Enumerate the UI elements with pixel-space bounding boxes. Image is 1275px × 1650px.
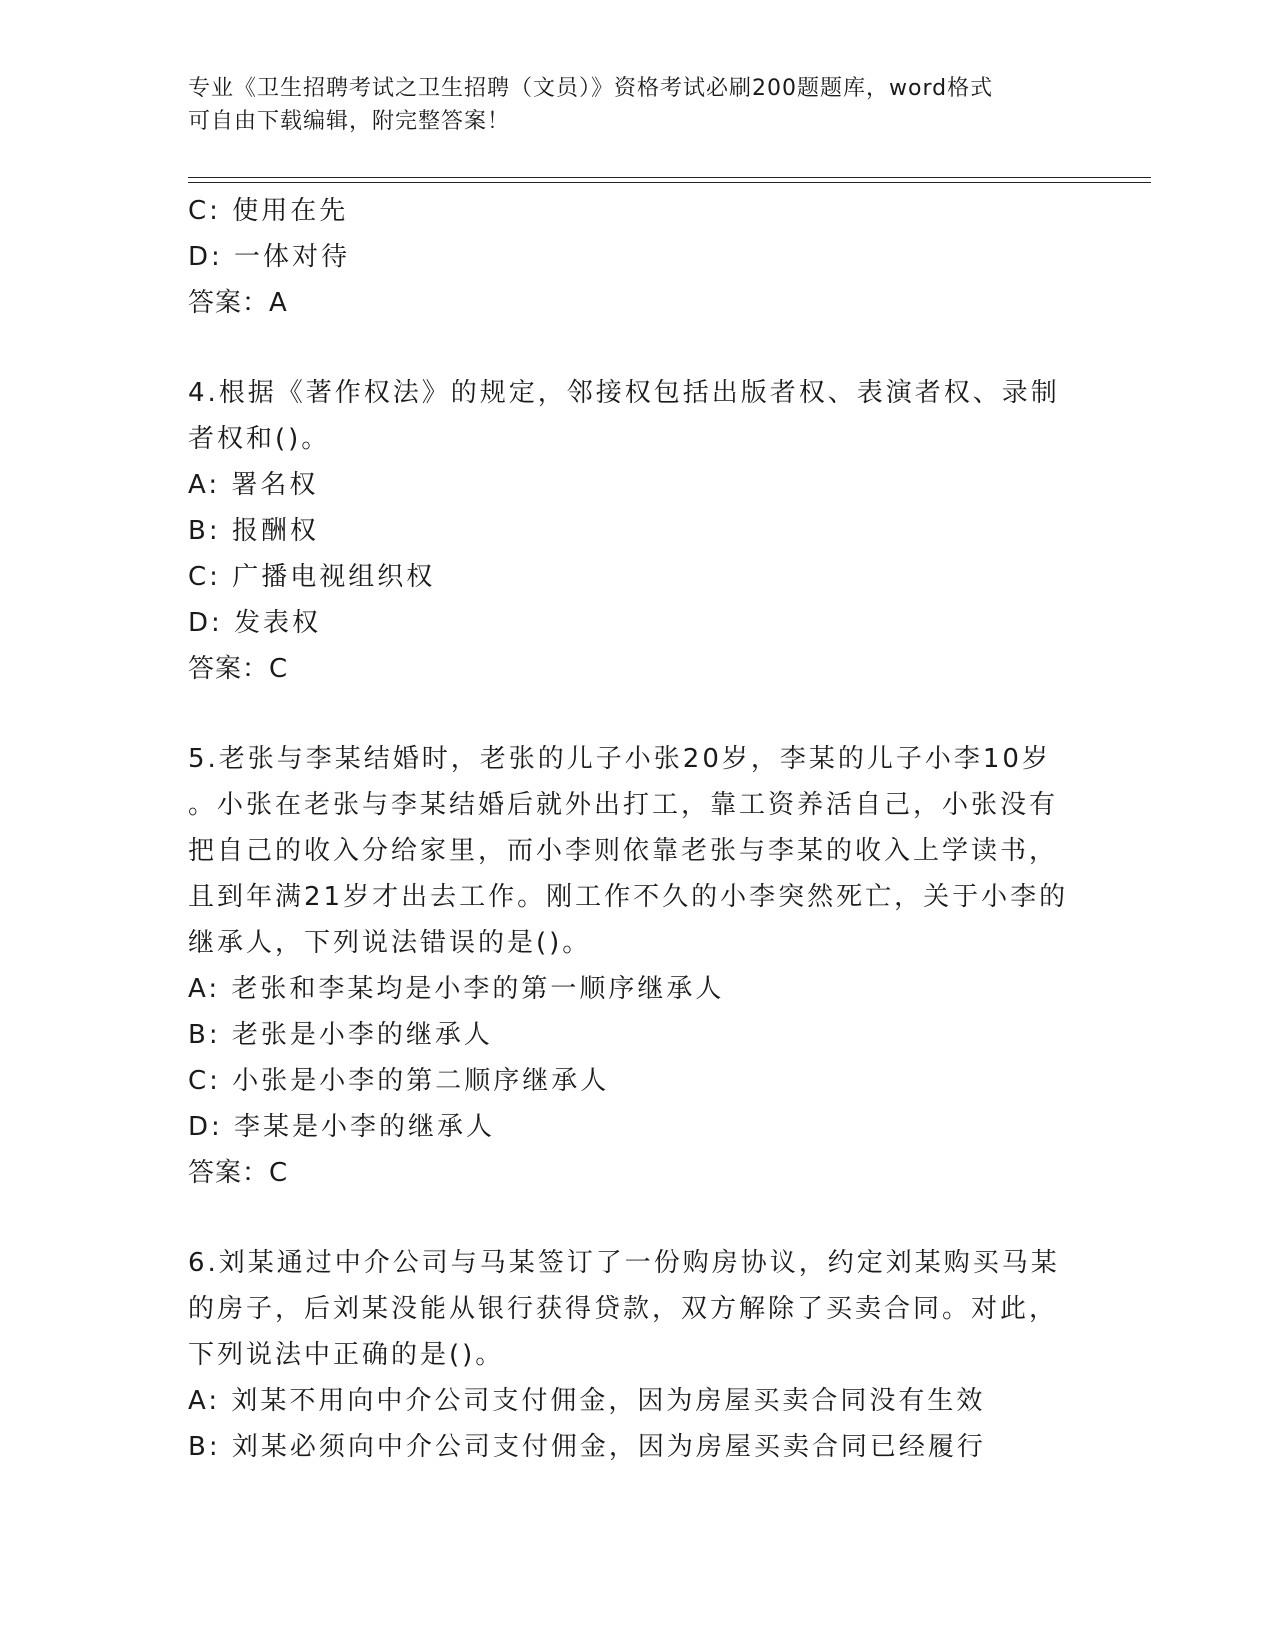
option-b: B: 老张是小李的继承人 xyxy=(188,1020,493,1050)
question-text: 5.老张与李某结婚时，老张的儿子小张20岁，李某的儿子小李10岁 xyxy=(188,744,1051,774)
question-text: 的房子，后刘某没能从银行获得贷款，双方解除了买卖合同。对此， xyxy=(188,1294,1059,1324)
header-divider xyxy=(188,182,1151,183)
answer-line: 答案：A xyxy=(188,288,288,318)
option-a: A: 刘某不用向中介公司支付佣金，因为房屋买卖合同没有生效 xyxy=(188,1386,986,1416)
header-divider xyxy=(188,177,1151,178)
question-block xyxy=(188,370,1088,692)
option-b: B: 报酬权 xyxy=(188,516,319,546)
document-header xyxy=(188,72,1068,138)
header-line: 可自由下载编辑，附完整答案！ xyxy=(188,109,511,134)
option-a: A: 老张和李某均是小李的第一顺序继承人 xyxy=(188,974,725,1004)
answer-line: 答案：C xyxy=(188,1158,289,1188)
question-text: 4.根据《著作权法》的规定，邻接权包括出版者权、表演者权、录制 xyxy=(188,378,1060,408)
question-text: 下列说法中正确的是()。 xyxy=(188,1340,505,1370)
question-text: 。小张在老张与李某结婚后就外出打工，靠工资养活自己，小张没有 xyxy=(188,790,1059,820)
question-text: 把自己的收入分给家里，而小李则依靠老张与李某的收入上学读书， xyxy=(188,836,1059,866)
question-text: 且到年满21岁才出去工作。刚工作不久的小李突然死亡，关于小李的 xyxy=(188,882,1069,912)
option-c: C: 广播电视组织权 xyxy=(188,562,436,592)
question-text: 者权和()。 xyxy=(188,424,331,454)
question-block xyxy=(188,188,1088,326)
question-block xyxy=(188,1240,1088,1470)
option-d: D: 一体对待 xyxy=(188,242,351,272)
option-d: D: 发表权 xyxy=(188,608,322,638)
question-text: 6.刘某通过中介公司与马某签订了一份购房协议，约定刘某购买马某 xyxy=(188,1248,1060,1278)
option-d: D: 李某是小李的继承人 xyxy=(188,1112,496,1142)
option-c: C: 使用在先 xyxy=(188,196,349,226)
option-a: A: 署名权 xyxy=(188,470,319,500)
question-block xyxy=(188,736,1088,1196)
option-b: B: 刘某必须向中介公司支付佣金，因为房屋买卖合同已经履行 xyxy=(188,1432,986,1462)
option-c: C: 小张是小李的第二顺序继承人 xyxy=(188,1066,610,1096)
header-line: 专业《卫生招聘考试之卫生招聘（文员）》资格考试必刷200题题库，word格式 xyxy=(188,76,994,101)
question-text: 继承人，下列说法错误的是()。 xyxy=(188,928,592,958)
question-list xyxy=(188,188,1088,1470)
answer-line: 答案：C xyxy=(188,654,289,684)
